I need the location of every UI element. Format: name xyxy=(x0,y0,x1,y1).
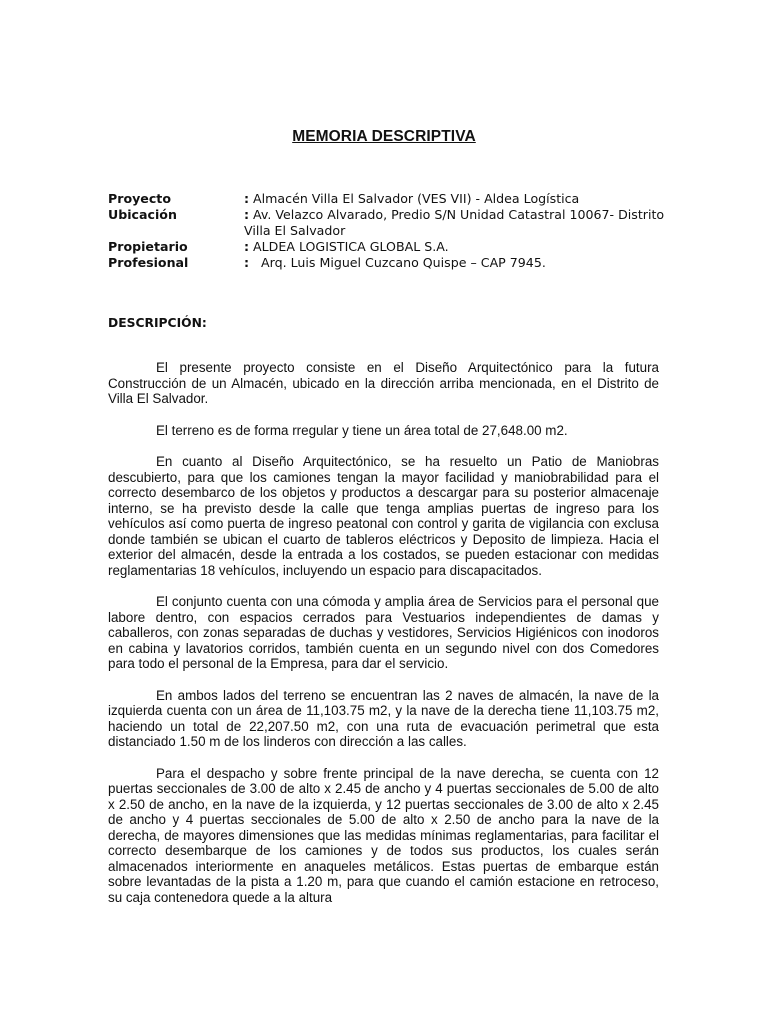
paragraph: El terreno es de forma rregular y tiene un área total de 27,648.00 m2. xyxy=(156,422,568,438)
meta-label-propietario: Propietario xyxy=(108,239,188,254)
meta-label-profesional: Profesional xyxy=(108,255,189,270)
meta-value-ubicacion xyxy=(244,207,664,238)
meta-value-profesional xyxy=(244,255,546,270)
meta-text-profesional: Arq. Luis Miguel Cuzcano Quispe – CAP 7945. xyxy=(253,255,546,270)
project-metadata xyxy=(108,191,668,271)
meta-value-proyecto xyxy=(244,191,579,206)
meta-row-propietario xyxy=(108,239,668,255)
paragraph: Para el despacho y sobre frente principal de la nave derecha, se cuenta con 12 puertas seccionales de 3.00 de alto x 2.45 de ancho y 4 puertas seccionales de 5.00 de alto x 2.50 de ancho, en la nave de la izquierda, y 12 puertas seccionales de 3.00 de alto x 2.45 de ancho y 4 puertas seccionales de 5.00 de alto x 2.50 de ancho para la nave de la derecha, de mayores dimensiones que las medidas mínimas reglamentarias, para facilitar el correcto desembarque de los camiones y de todos sus productos, los cuales serán almacenados interiormente en anaqueles metálicos. Estas puertas de embarque están sobre levantadas de la pista a 1.20 m, para que cuando el camión estacione en retroceso, su caja contenedora quede a la altura xyxy=(108,765,659,905)
meta-colon: : xyxy=(244,255,250,270)
meta-row-proyecto xyxy=(108,191,668,207)
meta-colon: : xyxy=(244,207,250,222)
meta-colon: : xyxy=(244,239,250,254)
paragraph: El conjunto cuenta con una cómoda y amplia área de Servicios para el personal que labore dentro, con espacios cerrados para Vestuarios independientes de damas y caballeros, con zonas separadas de duchas y vestidores, Servicios Higiénicos con inodoros en cabina y lavatorios corridos, también cuenta en un segundo nivel con dos Comedores para todo el personal de la Empresa, para dar el servicio. xyxy=(108,594,659,671)
paragraph: En cuanto al Diseño Arquitectónico, se ha resuelto un Patio de Maniobras descubierto, para que los camiones tengan la mayor facilidad y maniobrabilidad para el correcto desembarco de los objetos y productos a descargar para su posterior almacenaje interno, se ha previsto desde la calle que tenga amplias puertas de ingreso para los vehículos así como puerta de ingreso peatonal con control y garita de vigilancia con exclusa donde también se ubican el cuarto de tableros eléctricos y Deposito de limpieza. Hacia el exterior del almacén, desde la entrada a los costados, se pueden estacionar con medidas reglamentarias 18 vehículos, incluyendo un espacio para discapacitados. xyxy=(108,454,659,578)
meta-text-proyecto: Almacén Villa El Salvador (VES VII) - Aldea Logística xyxy=(253,191,580,206)
meta-text-propietario: ALDEA LOGISTICA GLOBAL S.A. xyxy=(253,239,449,254)
meta-row-ubicacion xyxy=(108,207,668,239)
meta-label-proyecto: Proyecto xyxy=(108,191,171,206)
meta-label-ubicacion: Ubicación xyxy=(108,207,177,222)
paragraph: El presente proyecto consiste en el Diseño Arquitectónico para la futura Construcción de un Almacén, ubicado en la dirección arriba mencionada, en el Distrito de Villa El Salvador. xyxy=(108,360,659,406)
meta-colon: : xyxy=(244,191,250,206)
paragraph: En ambos lados del terreno se encuentran las 2 naves de almacén, la nave de la izquierda cuenta con un área de 11,103.75 m2, y la nave de la derecha tiene 11,103.75 m2, haciendo un total de 22,207.50 m2, con una ruta de evacuación perimetral que esta distanciado 1.50 m de los linderos con dirección a las calles. xyxy=(108,687,659,749)
document-body xyxy=(108,360,659,921)
meta-text-ubicacion: Av. Velazco Alvarado, Predio S/N Unidad Catastral 10067- Distrito Villa El Salvador xyxy=(244,207,665,238)
document-title: MEMORIA DESCRIPTIVA xyxy=(292,128,476,145)
meta-value-propietario xyxy=(244,239,449,254)
meta-row-profesional xyxy=(108,255,668,271)
section-heading-descripcion: DESCRIPCIÓN: xyxy=(108,316,207,330)
